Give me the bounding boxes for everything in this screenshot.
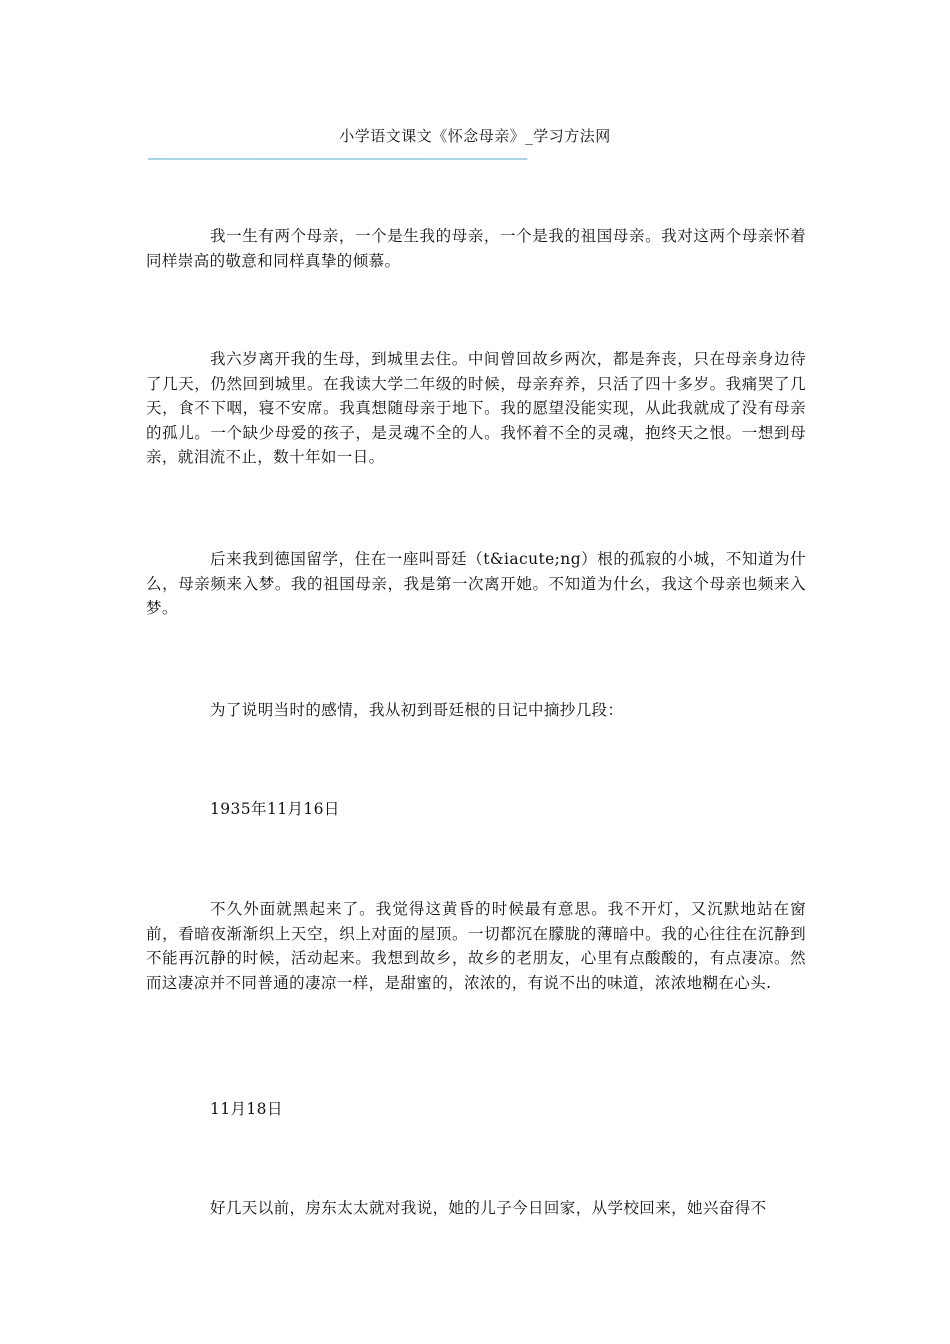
title-separator: —————————————————————————————————————————— (148, 151, 528, 165)
paragraph-diary-1: 不久外面就黑起来了。我觉得这黄昏的时候最有意思。我不开灯，又沉默地站在窗前，看暗夜渐渐织上天空，织上对面的屋顶。一切都沉在朦胧的薄暗中。我的心往往在沉静到不能再沉静的时候，活动起来。我想到故乡，故乡的老朋友，心里有点酸酸的，有点凄凉。然而这凄凉并不同普通的凄凉一样，是甜蜜的，浓浓的，有说不出的味道，浓浓地糊在心头. (146, 900, 806, 992)
paragraph-4: 为了说明当时的感情，我从初到哥廷根的日记中摘抄几段： (210, 701, 624, 719)
paragraph-diary-2: 好几天以前，房东太太就对我说，她的儿子今日回家，从学校回来，她兴奋得不 (210, 1199, 767, 1217)
diary-date-1: 1935年11月16日 (210, 800, 340, 818)
diary-date-2: 11月18日 (210, 1100, 283, 1118)
document-title: 小学语文课文《怀念母亲》_学习方法网 (339, 127, 611, 145)
paragraph-2: 我六岁离开我的生母，到城里去住。中间曾回故乡两次，都是奔丧，只在母亲身边待了几天，仍然回到城里。在我读大学二年级的时候，母亲弃养，只活了四十多岁。我痛哭了几天，食不下咽，寝不安席。我真想随母亲于地下。我的愿望没能实现，从此我就成了没有母亲的孤儿。一个缺少母爱的孩子，是灵魂不全的人。我怀着不全的灵魂，抱终天之恨。一想到母亲，就泪流不止，数十年如一日。 (146, 350, 806, 467)
paragraph-3: 后来我到德国留学，住在一座叫哥廷（t&iacute;ng）根的孤寂的小城，不知道为什么，母亲频来入梦。我的祖国母亲，我是第一次离开她。不知道为什幺，我这个母亲也频来入梦。 (146, 550, 806, 618)
paragraph-1: 我一生有两个母亲，一个是生我的母亲，一个是我的祖国母亲。我对这两个母亲怀着同样崇高的敬意和同样真挚的倾慕。 (146, 227, 806, 270)
